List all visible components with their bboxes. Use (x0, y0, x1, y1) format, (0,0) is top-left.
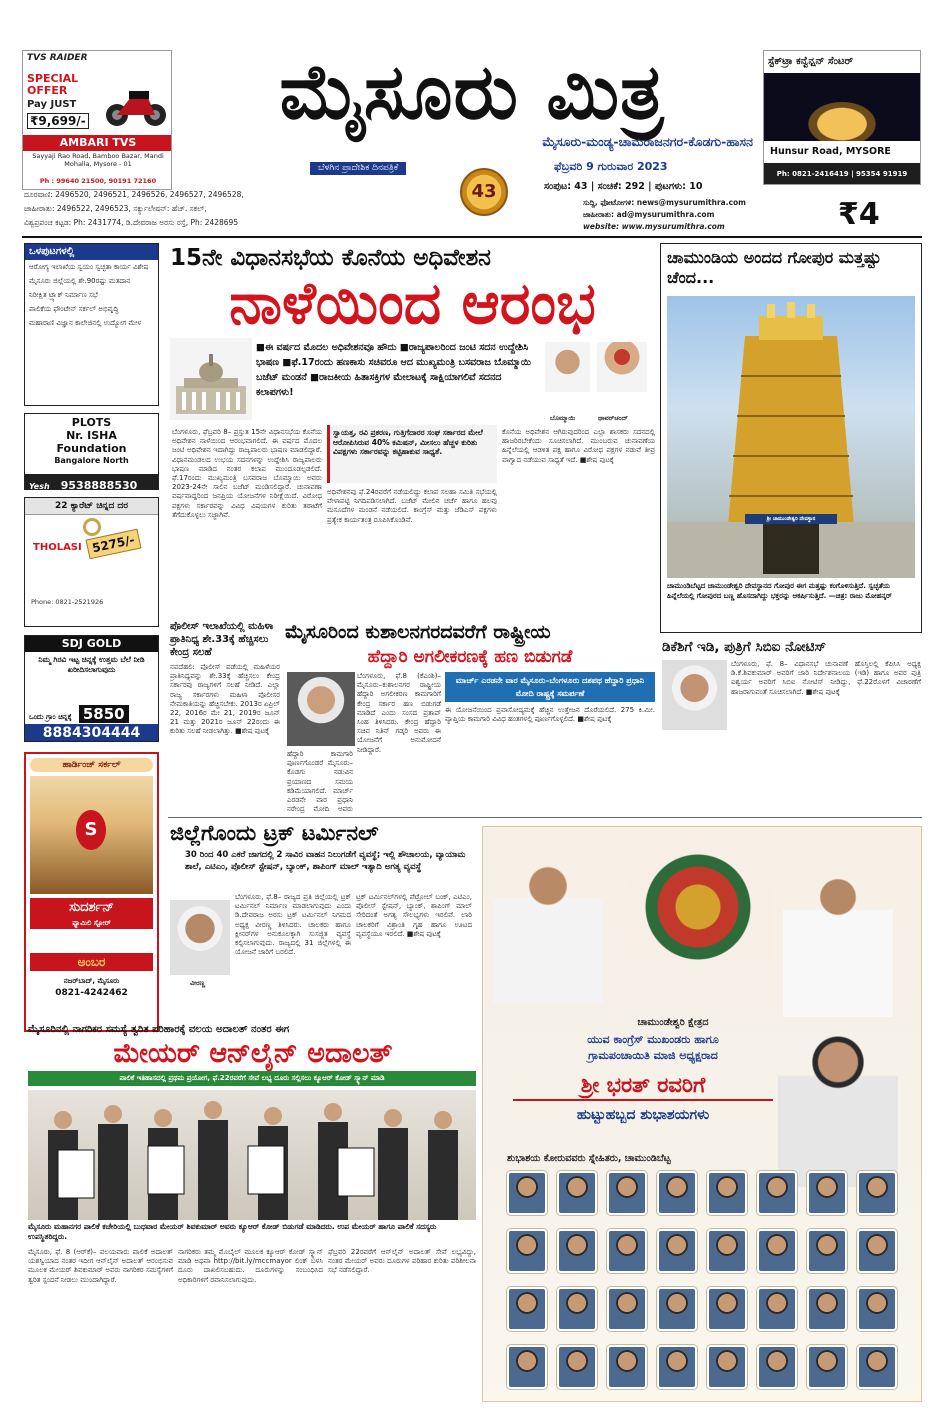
sdj-title: SDJ GOLD (25, 636, 158, 652)
friend-photo (507, 1287, 547, 1331)
friend-photo (557, 1229, 597, 1273)
photo-dk-shivakumar (662, 660, 727, 730)
friend-photo (807, 1171, 847, 1215)
index-item[interactable]: ನಿರೀಕ್ಷಿತ ಟ್ರ್ಯಾಕ್ ನಿರ್ಮಾಣ ಸಭೆ (29, 291, 98, 299)
friend-photo (857, 1287, 897, 1331)
anniversary-badge (460, 168, 508, 216)
badge-number: 43 (471, 181, 497, 202)
tholasi-phone: Phone: 0821-2521926 (31, 598, 104, 606)
tvs-offer: SPECIAL OFFER (27, 72, 79, 97)
birthday-line-1: ಚಾಮುಂಡೇಶ್ವರಿ ಕ್ಷೇತ್ರದ (637, 1017, 709, 1028)
veeranna-caption: ವೀರಣ್ಣ (190, 979, 206, 987)
plots-line-1: PLOTS (71, 416, 112, 429)
friend-photo (707, 1229, 747, 1273)
friend-photo (707, 1171, 747, 1215)
plots-line-4: Bangalore North (54, 456, 129, 465)
lead-kicker: 15ನೇ ವಿಧಾನಸಭೆಯ ಕೊನೆಯ ಅಧಿವೇಶನ (170, 245, 491, 271)
masthead-volume: ಸಂಪುಟ: 43 | ಸಂಚಿಕೆ: 292 | ಪುಟಗಳು: 10 (544, 181, 703, 192)
friend-photo (707, 1287, 747, 1331)
mayor-body-col-2: ನಾಗರಿಕರು ತಮ್ಮ ಮೊಬೈಲ್ ಮೂಲಕ ಕ್ಯೂಆರ್ ಕೋಡ್ ಸ್ಕ್ಯಾನ್ ಮಾಡಿ ಅಥವಾ http://bit.ly/mccmayor ಲಿಂಕ್ ಬಳಸಿ ದೂರು ದಾಖಲಿಸಬಹುದು. ದೂರುಗಳನ್ನು ಸಂಬಂಧಿಸಿದ ಅಧಿಕಾರಿಗಳಿಗೆ ರವಾನಿಸಲಾಗುವುದು. (178, 1248, 323, 1284)
masthead-title: ಮೈಸೂರು ಮಿತ್ರ (279, 47, 665, 136)
highway-sub-text: ಮಾರ್ಚ್ ಎರಡನೇ ವಾರ ಮೈಸೂರು–ಬೆಂಗಳೂರು ದಶಪಥ ಹೆದ್ದಾರಿ ಪ್ರಧಾನಿ ಮೋದಿ ರಾಷ್ಟ್ರಕ್ಕೆ ಸಮರ್ಪಣೆ (455, 676, 645, 698)
index-box (24, 243, 159, 406)
friend-photo (807, 1229, 847, 1273)
motorcycle-image (103, 73, 169, 129)
highway-subhead (445, 672, 655, 702)
lead-body-col-2: ಅಧಿವೇಶನವು ಫೆ.24ರವರೆಗೆ ನಡೆಯಲಿದ್ದು ಕಲಾಪ ಸಲಹಾ ಸಮಿತಿ ಸಭೆಯಲ್ಲಿ ವೇಳಾಪಟ್ಟಿ ನಿಗದಿಪಡಿಸಲಾಗಿದೆ. ಬಜೆಟ್ ಮೇಲಿನ ಚರ್ಚೆ ಹಾಗೂ ಹಲವು ಮಸೂದೆಗಳ ಮಂಡನೆ ನಡೆಯಲಿದೆ. ಕಾಂಗ್ರೆಸ್ ಮತ್ತು ಜೆಡಿಎಸ್ ಪಕ್ಷಗಳು ಪ್ರತ್ಯೇಕ ಕಾರ್ಯತಂತ್ರ ರೂಪಿಸಿಕೊಂಡಿವೆ. (327, 488, 497, 524)
friend-photo (607, 1345, 647, 1389)
temple-sign: ಶ್ರೀ ಚಾಮುಂಡೇಶ್ವರಿ ದೇವಸ್ಥಾನ (766, 516, 816, 522)
highway-body-col-1: ಬೆಂಗಳೂರು, ಫೆ.8 (ಕೆಎಂಶಿ)– ಮೈಸೂರು–ಕುಶಾಲನಗರ ರಾಷ್ಟ್ರೀಯ ಹೆದ್ದಾರಿ ಅಗಲೀಕರಣ ಕಾಮಗಾರಿಗೆ ಕೇಂದ್ರ ಸರ್ಕಾರ ಹಣ ಬಿಡುಗಡೆ ಮಾಡಿದೆ ಎಂದು ಸಂಸದ ಪ್ರತಾಪ್ ಸಿಂಹ ತಿಳಿಸಿದರು. ಕೇಂದ್ರ ಹೆದ್ದಾರಿ ಸಚಿವ ನಿತಿನ್ ಗಡ್ಕರಿ ಅವರು ಈ ಯೋಜನೆಗೆ ಅನುಮೋದನೆ ನೀಡಿದ್ದಾರೆ. (357, 672, 441, 754)
friend-photo (757, 1229, 797, 1273)
friend-photo (857, 1345, 897, 1389)
sudarshan-phone: 0821-4242462 (55, 988, 128, 998)
lead-body-col-3: ಕೊನೆಯ ಅಧಿವೇಶನ ಆಗಿರುವುದರಿಂದ ಎಲ್ಲಾ ಶಾಸಕರು ಸದನದಲ್ಲಿ ಹಾಜರಿರಬೇಕೆಂದು ಸೂಚಿಸಲಾಗಿದೆ. ಮುಂಬರುವ ಚುನಾವಣೆಯ ಹಿನ್ನೆಲೆಯಲ್ಲಿ ಆಡಳಿತ ಪಕ್ಷ ಹಾಗೂ ವಿರೋಧ ಪಕ್ಷಗಳ ನಡುವೆ ತೀವ್ರ ವಾಗ್ವಾದ ನಡೆಯುವ ಸಾಧ್ಯತೆ ಇದೆ. ■ಶೇಷ ಪುಟಕ್ಕೆ (502, 428, 655, 464)
lead-bullets: ■ಈ ವರ್ಷದ ಮೊದಲ ಅಧಿವೇಶನವೂ ಹೌದು ■ರಾಜ್ಯಪಾಲರಿಂದ ಜಂಟಿ ಸದನ ಉದ್ದೇಶಿಸಿ ಭಾಷಣ ■ಫೆ.17ರಂದು ಹಣಕಾಸು ಸಚಿವರೂ ಆದ ಮುಖ್ಯಮಂತ್ರಿ ಬಸವರಾಜ ಬೊಮ್ಮಾಯಿ ಬಜೆಟ್ ಮಂಡನೆ ■ರಾಜಕೀಯ ಹಿತಾಸಕ್ತಿಗಳ ಮೇಲಾಟಕ್ಕೆ ಸಾಕ್ಷಿಯಾಗಲಿವೆ ಸದನದ ಕಲಾಪಗಳು! (256, 342, 532, 398)
dkshi-headline: ಡಿಕೆಶಿಗೆ ಇಡಿ, ಪುತ್ರಿಗೆ ಸಿಬಿಐ ನೋಟಿಸ್ (662, 639, 827, 655)
price: ₹4 (838, 197, 880, 232)
police-headline: ಪೊಲೀಸ್ ಇಲಾಖೆಯಲ್ಲಿ ಮಹಿಳಾ ಪ್ರಾತಿನಿಧ್ಯ ಶೇ.33ಕ್ಕೆ ಹೆಚ್ಚಿಸಲು ಕೇಂದ್ರ ಸಲಹೆ (170, 621, 274, 658)
friend-photo (757, 1345, 797, 1389)
friend-photo (557, 1171, 597, 1215)
lead-quote-text: ಸ್ವಾಯತ್ತ, ರವಿ ಪ್ರಕರಣ, ಗುತ್ತಿಗೆದಾರರ ಸಂಘ ಸರ್ಕಾರದ ಮೇಲೆ ಆರೋಪಿಸಿರುವ 40% ಕಮಿಷನ್, ಮೀಸಲು ಹೆಚ್ಚಳ ಕುರಿತು ವಿಪಕ್ಷಗಳು ಸರ್ಕಾರವನ್ನು ಕಟ್ಟಿಹಾಕುವ ಸಾಧ್ಯತೆ. (333, 428, 483, 456)
dkshi-body: ಬೆಂಗಳೂರು, ಫೆ. 8– ವಿಧಾನಸಭೆ ಚುನಾವಣೆ ಹೊಸ್ತಿಲಲ್ಲಿ ಕೆಪಿಸಿಸಿ ಅಧ್ಯಕ್ಷ ಡಿ.ಕೆ.ಶಿವಕುಮಾರ್ ಅವರಿಗೆ ಜಾರಿ ನಿರ್ದೇಶನಾಲಯ (ಇಡಿ) ಹಾಗೂ ಅವರ ಪುತ್ರಿ ಐಶ್ವರ್ಯ ಅವರಿಗೆ ಸಿಬಿಐ ನೋಟಿಸ್ ನೀಡಿದ್ದು, ಫೆ.22ರೊಳಗೆ ವಿಚಾರಣೆಗೆ ಹಾಜರಾಗುವಂತೆ ಸೂಚಿಸಲಾಗಿದೆ. ■ಶೇಷ ಪುಟಕ್ಕೆ (731, 660, 921, 696)
highway-headline: ಹೆದ್ದಾರಿ ಅಗಲೀಕರಣಕ್ಕೆ ಹಣ ಬಿಡುಗಡೆ (367, 647, 573, 667)
truck-body-col-1: ಬೆಂಗಳೂರು, ಫೆ.8– ರಾಜ್ಯದ ಪ್ರತಿ ಜಿಲ್ಲೆಯಲ್ಲಿ ಟ್ರಕ್ ಟರ್ಮಿನಲ್ ನಿರ್ಮಾಣ ಮಾಡಲಾಗುವುದು ಎಂದು ಡಿ.ದೇವರಾಜ ಅರಸು ಟ್ರಕ್ ಟರ್ಮಿನಲ್ ನಿಗಮದ ಅಧ್ಯಕ್ಷ ವೀರಣ್ಣ ತಿಳಿಸಿದರು. ಚಾಲಕರು ಹಾಗೂ ಕ್ಲೀನರ್‌ಗಳ ಅನುಕೂಲಕ್ಕಾಗಿ ಸುಸಜ್ಜಿತ ವ್ಯವಸ್ಥೆ ಕಲ್ಪಿಸಲಾಗುವುದು. ರಾಜ್ಯದಲ್ಲಿ 31 ಜಿಲ್ಲೆಗಳಲ್ಲಿ ಈ ಯೋಜನೆ ಜಾರಿಗೆ ಬರಲಿದೆ. (235, 893, 351, 957)
friend-photo (507, 1229, 547, 1273)
startra-phone: Ph: 0821-2416419 | 95354 91919 (764, 163, 920, 185)
index-item[interactable]: ಮೈಸೂರು ಜಿಲ್ಲೆಯಲ್ಲಿ ಶೇ.90ರಷ್ಟು ಮತದಾನ (29, 277, 131, 285)
masthead-phones-2: ಜಾಹೀರಾತು: 2496522, 2496523, ಸರ್ಕ್ಯುಲೇಷನ್: ಹೆಚ್. ಸಕಲ್, (24, 204, 207, 213)
tvs-brand: TVS RAIDER (27, 53, 88, 63)
truck-headline: ಜಿಲ್ಲೆಗೊಂದು ಟ್ರಕ್ ಟರ್ಮಿನಲ್ (170, 821, 379, 845)
friend-photo (557, 1345, 597, 1389)
mayor-body-col-1: ಮೈಸೂರು, ಫೆ. 8 (ಆರ್‌ಕೆ)– ವಲಯವಾರು ಪಾಲಿಕೆ ಅದಾಲತ್ ಯಶಸ್ವಿಯಾದ ನಂತರ ಇದೀಗ ಆನ್‌ಲೈನ್ ಅದಾಲತ್ ಆರಂಭಿಸುವ ಮೂಲಕ ಮೇಯರ್ ಶಿವಕುಮಾರ್ ಅವರು ನಾಗರಿಕರ ಸಮಸ್ಯೆಗಳಿಗೆ ತ್ವರಿತ ಸ್ಪಂದನೆ ನೀಡಲು ಮುಂದಾಗಿದ್ದಾರೆ. (28, 1248, 173, 1284)
tholasi-rate: 5275/- (85, 529, 141, 560)
mayor-caption: ಮೈಸೂರು ಮಹಾನಗರ ಪಾಲಿಕೆ ಕಚೇರಿಯಲ್ಲಿ ಬುಧವಾರ ಮೇಯರ್ ಶಿವಕುಮಾರ್ ಅವರು ಕ್ಯೂಆರ್ ಕೋಡ್ ಬಿಡುಗಡೆ ಮಾಡಿದರು. ಉಪ ಮೇಯರ್ ಹಾಗೂ ಪಾಲಿಕೆ ಸದಸ್ಯರು ಉಪಸ್ಥಿತರಿದ್ದರು. (28, 1222, 437, 1241)
friend-photo (757, 1171, 797, 1215)
friends-photo-grid (507, 1171, 903, 1391)
friend-photo (807, 1287, 847, 1331)
yesh-logo: Yesh (29, 482, 50, 491)
highway-body-col-2: ಹೆದ್ದಾರಿ ಕಾಮಗಾರಿ ಪೂರ್ಣಗೊಂಡರೆ ಮೈಸೂರು–ಕೊಡಗು ನಡುವಿನ ಪ್ರಯಾಣದ ಸಮಯ ಕಡಿಮೆಯಾಗಲಿದೆ. ಮಾರ್ಚ್ ಎರಡನೇ ವಾರ ಪ್ರಧಾನಿ ನರೇಂದ್ರ ಮೋದಿ ಅವರು (287, 750, 353, 814)
birthday-wish: ಹುಟ್ಟುಹಬ್ಬದ ಶುಭಾಶಯಗಳು (576, 1107, 710, 1123)
birthday-line-3: ಗ್ರಾಮಪಂಚಾಯಿತಿ ಮಾಜಿ ಅಧ್ಯಕ್ಷರಾದ (588, 1049, 718, 1062)
highway-body-col-3: ಈ ಯೋಜನೆಯಿಂದ ಪ್ರವಾಸೋದ್ಯಮಕ್ಕೆ ಹೆಚ್ಚಿನ ಉತ್ತೇಜನ ದೊರೆಯಲಿದೆ. 275 ಕಿ.ಮೀ. ವ್ಯಾಪ್ತಿಯ ಕಾಮಗಾರಿ ವಿವಿಧ ಹಂತಗಳಲ್ಲಿ ಪೂರ್ಣಗೊಳ್ಳಲಿದೆ. ■ಶೇಷ ಪುಟಕ್ಕೆ (445, 706, 655, 724)
tholasi-header: 22 ಕ್ಯಾರೆಟ್ ಚಿನ್ನದ ದರ (25, 498, 158, 515)
sdj-phone: 8884304444 (25, 724, 158, 742)
index-item[interactable]: ಮಹಾರಾಣಿ ವಿಜ್ಞಾನ ಕಾಲೇಜಿನಲ್ಲಿ ಉದ್ಯೋಗ ಮೇಳ (29, 319, 142, 327)
tvs-address: Sayyaji Rao Road, Bamboo Bazar, Mandi Mohalla, Mysore - 01 (32, 152, 164, 168)
index-item[interactable]: ಆರೋಗ್ಯ ಇಲಾಖೆಯ ಸ್ವಯಂ ಸ್ವಚ್ಛತಾ ಕಾರ್ಯ ವಿಶೇಷ (29, 263, 149, 271)
plots-phone: 9538888530 (60, 479, 138, 492)
gold-ring-icon (83, 518, 101, 536)
ad-tvs-raider[interactable] (22, 50, 172, 190)
friend-photo (607, 1229, 647, 1273)
masthead-divider (22, 236, 922, 238)
startra-title: ಸ್ಟೆಕ್‌ಟ್ರಾ ಕನ್ವೆನ್ಷನ್ ಸೆಂಟರ್ (764, 51, 920, 73)
sudarshan-store-photo: S (30, 776, 153, 894)
index-list (25, 260, 158, 331)
masthead-districts: ಮೈಸೂರು-ಮಂಡ್ಯ-ಚಾಮರಾಜನಗರ-ಕೊಡಗು-ಹಾಸನ (542, 134, 753, 149)
index-item[interactable]: ಪಾಲಿಕೆಯ ಫೌಂಟೇನ್ ಸರ್ಕಲ್ ಅಭಿವೃದ್ಧಿ (29, 305, 119, 313)
sudarshan-city: ನಜರ್‌ಬಾದ್, ಮೈಸೂರು (63, 977, 120, 985)
friend-photo (607, 1287, 647, 1331)
birthday-from: ಶುಭಾಶಯ ಕೋರುವವರು ಸ್ನೇಹಿತರು, ಚಾಮುಂಡಿಬೆಟ್ಟ (507, 1153, 671, 1164)
sdj-text: ನಿಮ್ಮ ಗಿರವಿ ಇಟ್ಟ ಚಿನ್ನಕ್ಕೆ ಉತ್ತಮ ಬೆಲೆ ನೀಡಿ ಖರೀದಿಸಲಾಗುವುದು (38, 655, 145, 674)
ambar-logo: ಅಂಬರ (30, 953, 153, 971)
friend-photo (857, 1171, 897, 1215)
photo-veeranna (170, 900, 230, 975)
highway-kicker: ಮೈಸೂರಿಂದ ಕುಶಾಲನಗರದವರೆಗೆ ರಾಷ್ಟ್ರೀಯ (285, 621, 551, 643)
tvs-phone: Ph : 99640 21500, 90191 72160 (39, 177, 157, 185)
goddess-frame (623, 841, 773, 961)
gopura-photo (667, 296, 915, 578)
friend-photo (857, 1229, 897, 1273)
police-body: ನವದೆಹಲಿ: ಪೊಲೀಸ್ ಪಡೆಯಲ್ಲಿ ಮಹಿಳೆಯರ ಪ್ರಾತಿನಿಧ್ಯವನ್ನು ಶೇ.33ಕ್ಕೆ ಹೆಚ್ಚಿಸಲು ಕೇಂದ್ರ ಸರ್ಕಾರವು ರಾಜ್ಯಗಳಿಗೆ ಸಲಹೆ ನೀಡಿದೆ. ಎಲ್ಲಾ ರಾಜ್ಯ ಸರ್ಕಾರಗಳು ಮಹಿಳಾ ಪೊಲೀಸರ ನೇಮಕಾತಿಯನ್ನು ಹೆಚ್ಚಿಸಬೇಕು. 2013ರ ಏಪ್ರಿಲ್ 22, 2016ರ ಮೇ 21, 2019ರ ಜೂನ್ 21 ಮತ್ತು 2021ರ ಜೂನ್ 22ರಂದು ಈ ಕುರಿತು ಸಲಹೆ ನೀಡಲಾಗಿತ್ತು. ■ಶೇಷ ಪುಟಕ್ಕೆ (170, 663, 280, 736)
tvs-pay: Pay JUST (27, 99, 77, 110)
friend-photo (757, 1287, 797, 1331)
friend-photo (707, 1345, 747, 1389)
friend-photo (607, 1171, 647, 1215)
ad-sudarshan[interactable] (24, 752, 159, 1032)
friend-photo (807, 1345, 847, 1389)
ad-tholasi[interactable] (24, 497, 159, 627)
photo-gadkari (287, 672, 355, 746)
truck-subhead: 30 ರಿಂದ 40 ಎಕರೆ ಜಾಗದಲ್ಲಿ 2 ಸಾವಿರ ವಾಹನ ನಿಲುಗಡೆಗೆ ವ್ಯವಸ್ಥೆ; ಇಲ್ಲಿ ಶೌಚಾಲಯ, ವ್ಯಾಯಾಮ ಶಾಲೆ, ಎಟಿಎಂ, ಪೊಲೀಸ್ ಸ್ಟೇಷನ್, ಬ್ಯಾಂಕ್, ಶಾಪಿಂಗ್ ಮಾಲ್ ಇತ್ಯಾದಿ ಅಗತ್ಯ ವ್ಯವಸ್ಥೆ (185, 850, 466, 872)
mayor-body-col-3: ಫೆಬ್ರವರಿ 22ರವರೆಗೆ ಆನ್‌ಲೈನ್ ಅದಾಲತ್ ಸೇವೆ ಲಭ್ಯವಿದ್ದು, ನಂತರ ಮೇಯರ್ ಅವರು ದೂರುಗಳ ಪರಿಹಾರ ಕುರಿತು ಪರಿಶೀಲನಾ ಸಭೆ ನಡೆಸಲಿದ್ದಾರೆ. (328, 1248, 476, 1275)
sudarshan-name: ಸುದರ್ಶನ್ (30, 898, 153, 918)
plots-line-2: Nr. ISHA (66, 429, 117, 442)
friend-photo (657, 1229, 697, 1273)
sdj-gram-label: ಒಂದು ಗ್ರಾಂ ಚಿನ್ನಕ್ಕೆ (29, 713, 72, 721)
gopura-title: ಚಾಮುಂಡಿಯ ಅಂದದ ಗೋಪುರ ಮತ್ತಷ್ಟು ಚೆಂದ... (667, 248, 881, 287)
startra-address: Hunsur Road, MYSORE (764, 141, 920, 163)
masthead-website[interactable]: website: www.mysurumithra.com (583, 222, 725, 231)
sdj-rate: 5850 (79, 705, 129, 723)
lead-body-col-1: ಬೆಂಗಳೂರು, ಫೆಬ್ರವರಿ 8– ಪ್ರಸ್ತುತ 15ನೇ ವಿಧಾನಸಭೆಯ ಕೊನೆಯ ಅಧಿವೇಶನ ನಾಳೆಯಿಂದ ಆರಂಭವಾಗಲಿದೆ. ಈ ವರ್ಷದ ಮೊದಲ ಜಂಟಿ ಅಧಿವೇಶನ ಇದಾಗಿದ್ದು ರಾಜ್ಯಪಾಲರು ಭಾಷಣ ಮಾಡಲಿದ್ದಾರೆ. ವಿಧಾನಮಂಡಲದ ಉಭಯ ಸದನಗಳನ್ನು ಉದ್ದೇಶಿಸಿ ರಾಜ್ಯಪಾಲರು ಭಾಷಣ ಮಾಡಿದ ನಂತರ ಕಲಾಪ ಮುಂದೂಡಲ್ಪಡಲಿದೆ. ಫೆ.17ರಂದು ಮುಖ್ಯಮಂತ್ರಿ ಬಸವರಾಜ ಬೊಮ್ಮಾಯಿ ಅವರು 2023-24ನೇ ಸಾಲಿನ ಬಜೆಟ್ ಮಂಡಿಸಲಿದ್ದಾರೆ. ಚುನಾವಣಾ ವರ್ಷವಾದ್ದರಿಂದ ಜನಪ್ರಿಯ ಯೋಜನೆಗಳ ನಿರೀಕ್ಷೆಯಿದೆ. ವಿರೋಧ ಪಕ್ಷಗಳು ಸರ್ಕಾರವನ್ನು ವಿವಿಧ ವಿಷಯಗಳ ಕುರಿತು ತರಾಟೆಗೆ ತೆಗೆದುಕೊಳ್ಳಲು ಸಜ್ಜಾಗಿವೆ. (172, 428, 322, 519)
mayor-photo (28, 1090, 476, 1220)
ad-plots[interactable] (24, 413, 159, 490)
ad-startra[interactable] (763, 50, 921, 185)
masthead-tagline: ಬೆಳಗಿನ ಪ್ರಾದೇಶಿಕ ದಿನಪತ್ರಿಕೆ (310, 162, 406, 175)
police-story (170, 620, 280, 815)
plots-line-3: Foundation (56, 442, 127, 455)
tvs-price: ₹9,699/- (27, 113, 89, 129)
caption-bommai: ಬೊಮ್ಮಾಯಿ (550, 414, 576, 422)
friend-photo (557, 1287, 597, 1331)
mayor-headline: ಮೇಯರ್ ಆನ್‌ಲೈನ್ ಅದಾಲತ್ (113, 1038, 393, 1069)
friend-photo (657, 1345, 697, 1389)
masthead-date: ಫೆಬ್ರವರಿ 9 ಗುರುವಾರ 2023 (554, 160, 668, 173)
lead-headline: ನಾಳೆಯಿಂದ ಆರಂಭ (229, 269, 596, 337)
birthday-line-2: ಯುವ ಕಾಂಗ್ರೆಸ್ ಮುಖಂಡರು ಹಾಗೂ (587, 1033, 719, 1046)
photo-bommai (545, 342, 590, 392)
lead-quote (327, 425, 497, 483)
birthday-name: ಶ್ರೀ ಭರತ್ ರವರಿಗೆ (513, 1071, 773, 1101)
mayor-kicker: ಮೈಸೂರಿನಲ್ಲಿ ನಾಗರಿಕರ ಸಮಸ್ಯೆ ತ್ವರಿತ ಪರಿಹಾರಕ್ಕೆ ವಲಯ ಅದಾಲತ್ ನಂತರ ಈಗ (28, 1024, 290, 1035)
index-title: ಒಳಪುಟಗಳಲ್ಲಿ (25, 244, 158, 260)
gopura-caption: ಚಾಮುಂಡಿಬೆಟ್ಟದ ಚಾಮುಂಡೇಶ್ವರಿ ದೇವಸ್ಥಾನದ ಗೋಪುರ ಈಗ ಮತ್ತಷ್ಟು ಕಂಗೊಳಿಸುತ್ತಿದೆ. ಸ್ವಚ್ಛತೆಯ ಹಿನ್ನೆಲೆಯಲ್ಲಿ ಗೋಪುರದ ಬಣ್ಣ ಹೊಸದಾಗಿದ್ದು ಭಕ್ತರನ್ನು ಆಕರ್ಷಿಸುತ್ತಿದೆ. —ಚಿತ್ರ: ರಾಜು ಮೋಹನ್ಕರ್ (667, 582, 892, 600)
tholasi-brand: THOLASI (33, 542, 82, 553)
leader-photo-right (783, 867, 893, 1017)
masthead-news-email: ಸುದ್ದಿ, ಫೋಟೋಗಳಿ: news@mysurumithra.com (583, 198, 747, 207)
friend-photo (657, 1171, 697, 1215)
tvs-dealer: AMBARI TVS (23, 135, 172, 151)
sudarshan-sub: ಫ್ಯಾಮಿಲಿ ಸ್ಟೋರ್ (30, 918, 153, 929)
ad-sdj-gold[interactable] (24, 635, 159, 742)
convention-center-photo (764, 73, 920, 141)
masthead-phones-1: ದೂರವಾಣಿ: 2496520, 2496521, 2496526, 2496527, 2496528, (24, 190, 244, 199)
photo-governor (597, 342, 647, 392)
truck-body-col-2: ಟ್ರಕ್ ಟರ್ಮಿನಲ್‌ಗಳಲ್ಲಿ ಪೆಟ್ರೋಲ್ ಬಂಕ್, ಎಟಿಎಂ, ಪೊಲೀಸ್ ಸ್ಟೇಷನ್, ಬ್ಯಾಂಕ್, ಶಾಪಿಂಗ್ ಮಾಲ್ ಸೇರಿದಂತೆ ಅಗತ್ಯ ಸೌಲಭ್ಯಗಳು ಇರಲಿವೆ. ಲಾರಿ ಚಾಲಕರಿಗೆ ವಿಶ್ರಾಂತಿ ಗೃಹ ಹಾಗೂ ಊಟದ ವ್ಯವಸ್ಥೆಯೂ ಇರಲಿದೆ. ■ಶೇಷ ಪುಟಕ್ಕೆ (356, 893, 472, 938)
ad-birthday[interactable] (482, 826, 922, 1402)
siddaramaiah-photo (493, 853, 603, 1003)
vidhana-soudha-photo (170, 338, 252, 420)
mayor-subhead (28, 1071, 476, 1086)
mayor-sub-text: ಪಾಲಿಕೆ ಇತಿಹಾಸದಲ್ಲಿ ಪ್ರಥಮ ಪ್ರಯೋಗ, ಫೆ.22ರವರೆಗೆ ಸೇವೆ ಲಭ್ಯ ದೂರು ಸಲ್ಲಿಸಲು ಕ್ಯೂಆರ್ ಕೋಡ್ ಸ್ಕ್ಯಾನ್ ಮಾಡಿ (119, 1074, 385, 1082)
sudarshan-top: ಹಾರ್ಡಿಂಜ್ ಸರ್ಕಲ್ (30, 758, 153, 772)
caption-governor: ಥಾವರ್‌ಚಂದ್ (598, 414, 628, 422)
gopura-box (660, 243, 922, 633)
friend-photo (507, 1345, 547, 1389)
friend-photo (657, 1287, 697, 1331)
friend-photo (507, 1171, 547, 1215)
masthead-phones-3: ವಿಶ್ವಪ್ರಪಂಚ ಕಟ್ಟಡ: Ph: 2431774, ಡಿ.ದೇವರಾಜ ಅರಸು ರಸ್ತೆ, Ph: 2428695 (24, 218, 239, 227)
masthead-ad-email: ಜಾಹೀರಾತು: ad@mysurumithra.com (583, 210, 715, 219)
